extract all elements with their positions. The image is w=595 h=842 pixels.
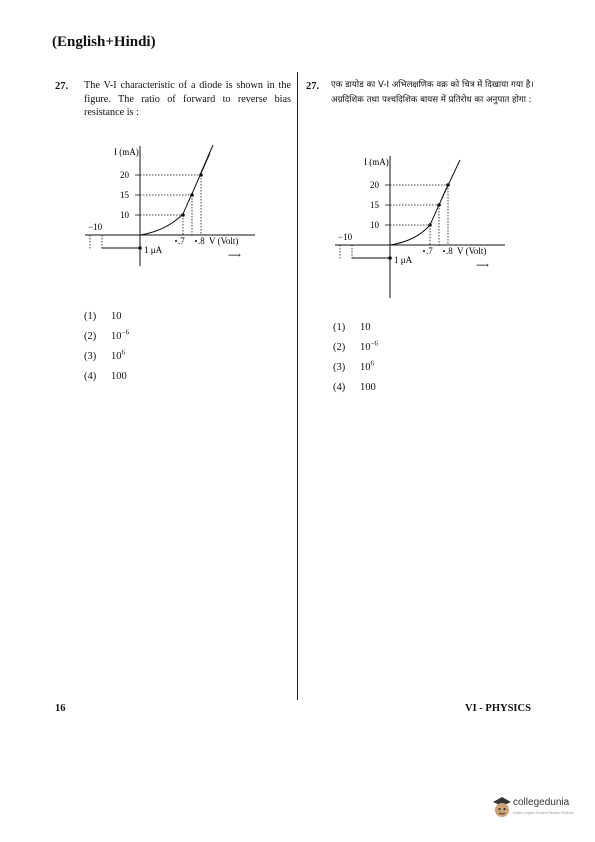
option-label: (2) bbox=[84, 331, 97, 342]
option-value: 10 bbox=[360, 322, 371, 333]
page-header-title: (English+Hindi) bbox=[52, 34, 156, 50]
column-divider bbox=[297, 72, 298, 700]
question-text-en: The V-I characteristic of a diode is shown in the figure. The ratio of forward to reverse bias resistance is : bbox=[84, 80, 291, 118]
x-axis-label: V (Volt) bbox=[457, 246, 487, 256]
figure-group-en bbox=[85, 145, 255, 266]
neg-ten-label: −10 bbox=[88, 222, 103, 232]
option-1 bbox=[84, 307, 129, 327]
option-2 bbox=[333, 338, 378, 358]
option-value-base: 10 bbox=[360, 362, 371, 373]
x-axis-label: V (Volt) bbox=[209, 236, 239, 246]
question-number-hi: 27. bbox=[306, 81, 320, 92]
x-tick-07: .7 bbox=[426, 246, 433, 256]
point-10 bbox=[428, 223, 432, 227]
x-tick-08: .8 bbox=[198, 236, 205, 246]
x-axis-arrow: ⟶ bbox=[228, 250, 241, 260]
point-15 bbox=[437, 203, 441, 207]
option-4 bbox=[333, 378, 378, 398]
option-3 bbox=[84, 347, 129, 367]
option-label: (4) bbox=[333, 382, 346, 393]
option-3 bbox=[333, 358, 378, 378]
reverse-current-point bbox=[138, 246, 142, 250]
y-tick-15: 15 bbox=[370, 200, 379, 210]
iv-curve-tail bbox=[442, 160, 460, 198]
iv-curve bbox=[140, 153, 210, 235]
option-1 bbox=[333, 318, 378, 338]
option-label: (3) bbox=[333, 362, 346, 373]
x-tick-dot-08 bbox=[195, 240, 197, 242]
figure-group-hi bbox=[335, 156, 505, 298]
option-value: 10 bbox=[111, 311, 122, 322]
option-value-base: 10 bbox=[111, 351, 122, 362]
option-value-exponent: −6 bbox=[370, 339, 378, 348]
option-value-exponent: 6 bbox=[370, 359, 374, 368]
iv-curve-tail bbox=[200, 145, 213, 175]
option-4 bbox=[84, 367, 129, 387]
option-label: (2) bbox=[333, 342, 346, 353]
reverse-current-label: 1 μA bbox=[394, 255, 413, 265]
y-axis-label: I (mA) bbox=[364, 157, 389, 167]
x-tick-08: .8 bbox=[446, 246, 453, 256]
option-value-base: 10 bbox=[360, 342, 371, 353]
y-tick-20: 20 bbox=[370, 180, 379, 190]
logo-wordmark: collegedunia bbox=[513, 797, 570, 808]
options-en bbox=[84, 307, 129, 387]
option-value: 100 bbox=[111, 371, 127, 382]
logo-tagline: India's largest Student Review Platform bbox=[513, 811, 574, 815]
page-number: 16 bbox=[55, 703, 66, 714]
y-tick-10: 10 bbox=[120, 210, 129, 220]
diode-vi-figure-en bbox=[80, 138, 270, 268]
option-value-exponent: 6 bbox=[121, 348, 125, 357]
option-value: 100 bbox=[360, 382, 376, 393]
option-label: (3) bbox=[84, 351, 97, 362]
y-tick-10: 10 bbox=[370, 220, 379, 230]
x-tick-dot-07 bbox=[175, 240, 177, 242]
y-axis-label: I (mA) bbox=[114, 147, 139, 157]
point-15 bbox=[190, 193, 194, 197]
section-label: VI - PHYSICS bbox=[465, 703, 531, 714]
options-hi bbox=[333, 318, 378, 398]
graduate-mascot-icon bbox=[491, 795, 513, 819]
reverse-current-label: 1 μA bbox=[144, 245, 163, 255]
option-label: (4) bbox=[84, 371, 97, 382]
option-value-exponent: −6 bbox=[121, 328, 129, 337]
point-20 bbox=[199, 173, 203, 177]
x-axis-arrow: ⟶ bbox=[476, 260, 489, 270]
y-tick-20: 20 bbox=[120, 170, 129, 180]
question-text-hi: एक डायोड का V-I अभिलक्षणिक वक्र को चित्र में दिखाया गया है। अग्रदिशिक तथा पश्चदिशिक बायस में प्रतिरोध का अनुपात होगा : bbox=[331, 80, 534, 105]
option-label: (1) bbox=[333, 322, 346, 333]
neg-ten-label: −10 bbox=[338, 232, 353, 242]
y-tick-15: 15 bbox=[120, 190, 129, 200]
option-2 bbox=[84, 327, 129, 347]
reverse-current-point bbox=[388, 256, 392, 260]
x-tick-dot-08 bbox=[443, 250, 445, 252]
diode-vi-figure-hi bbox=[330, 148, 520, 298]
x-tick-dot-07 bbox=[423, 250, 425, 252]
option-value-base: 10 bbox=[111, 331, 122, 342]
point-20 bbox=[446, 183, 450, 187]
point-10 bbox=[181, 213, 185, 217]
option-label: (1) bbox=[84, 311, 97, 322]
question-number-en: 27. bbox=[55, 81, 69, 92]
x-tick-07: .7 bbox=[178, 236, 185, 246]
